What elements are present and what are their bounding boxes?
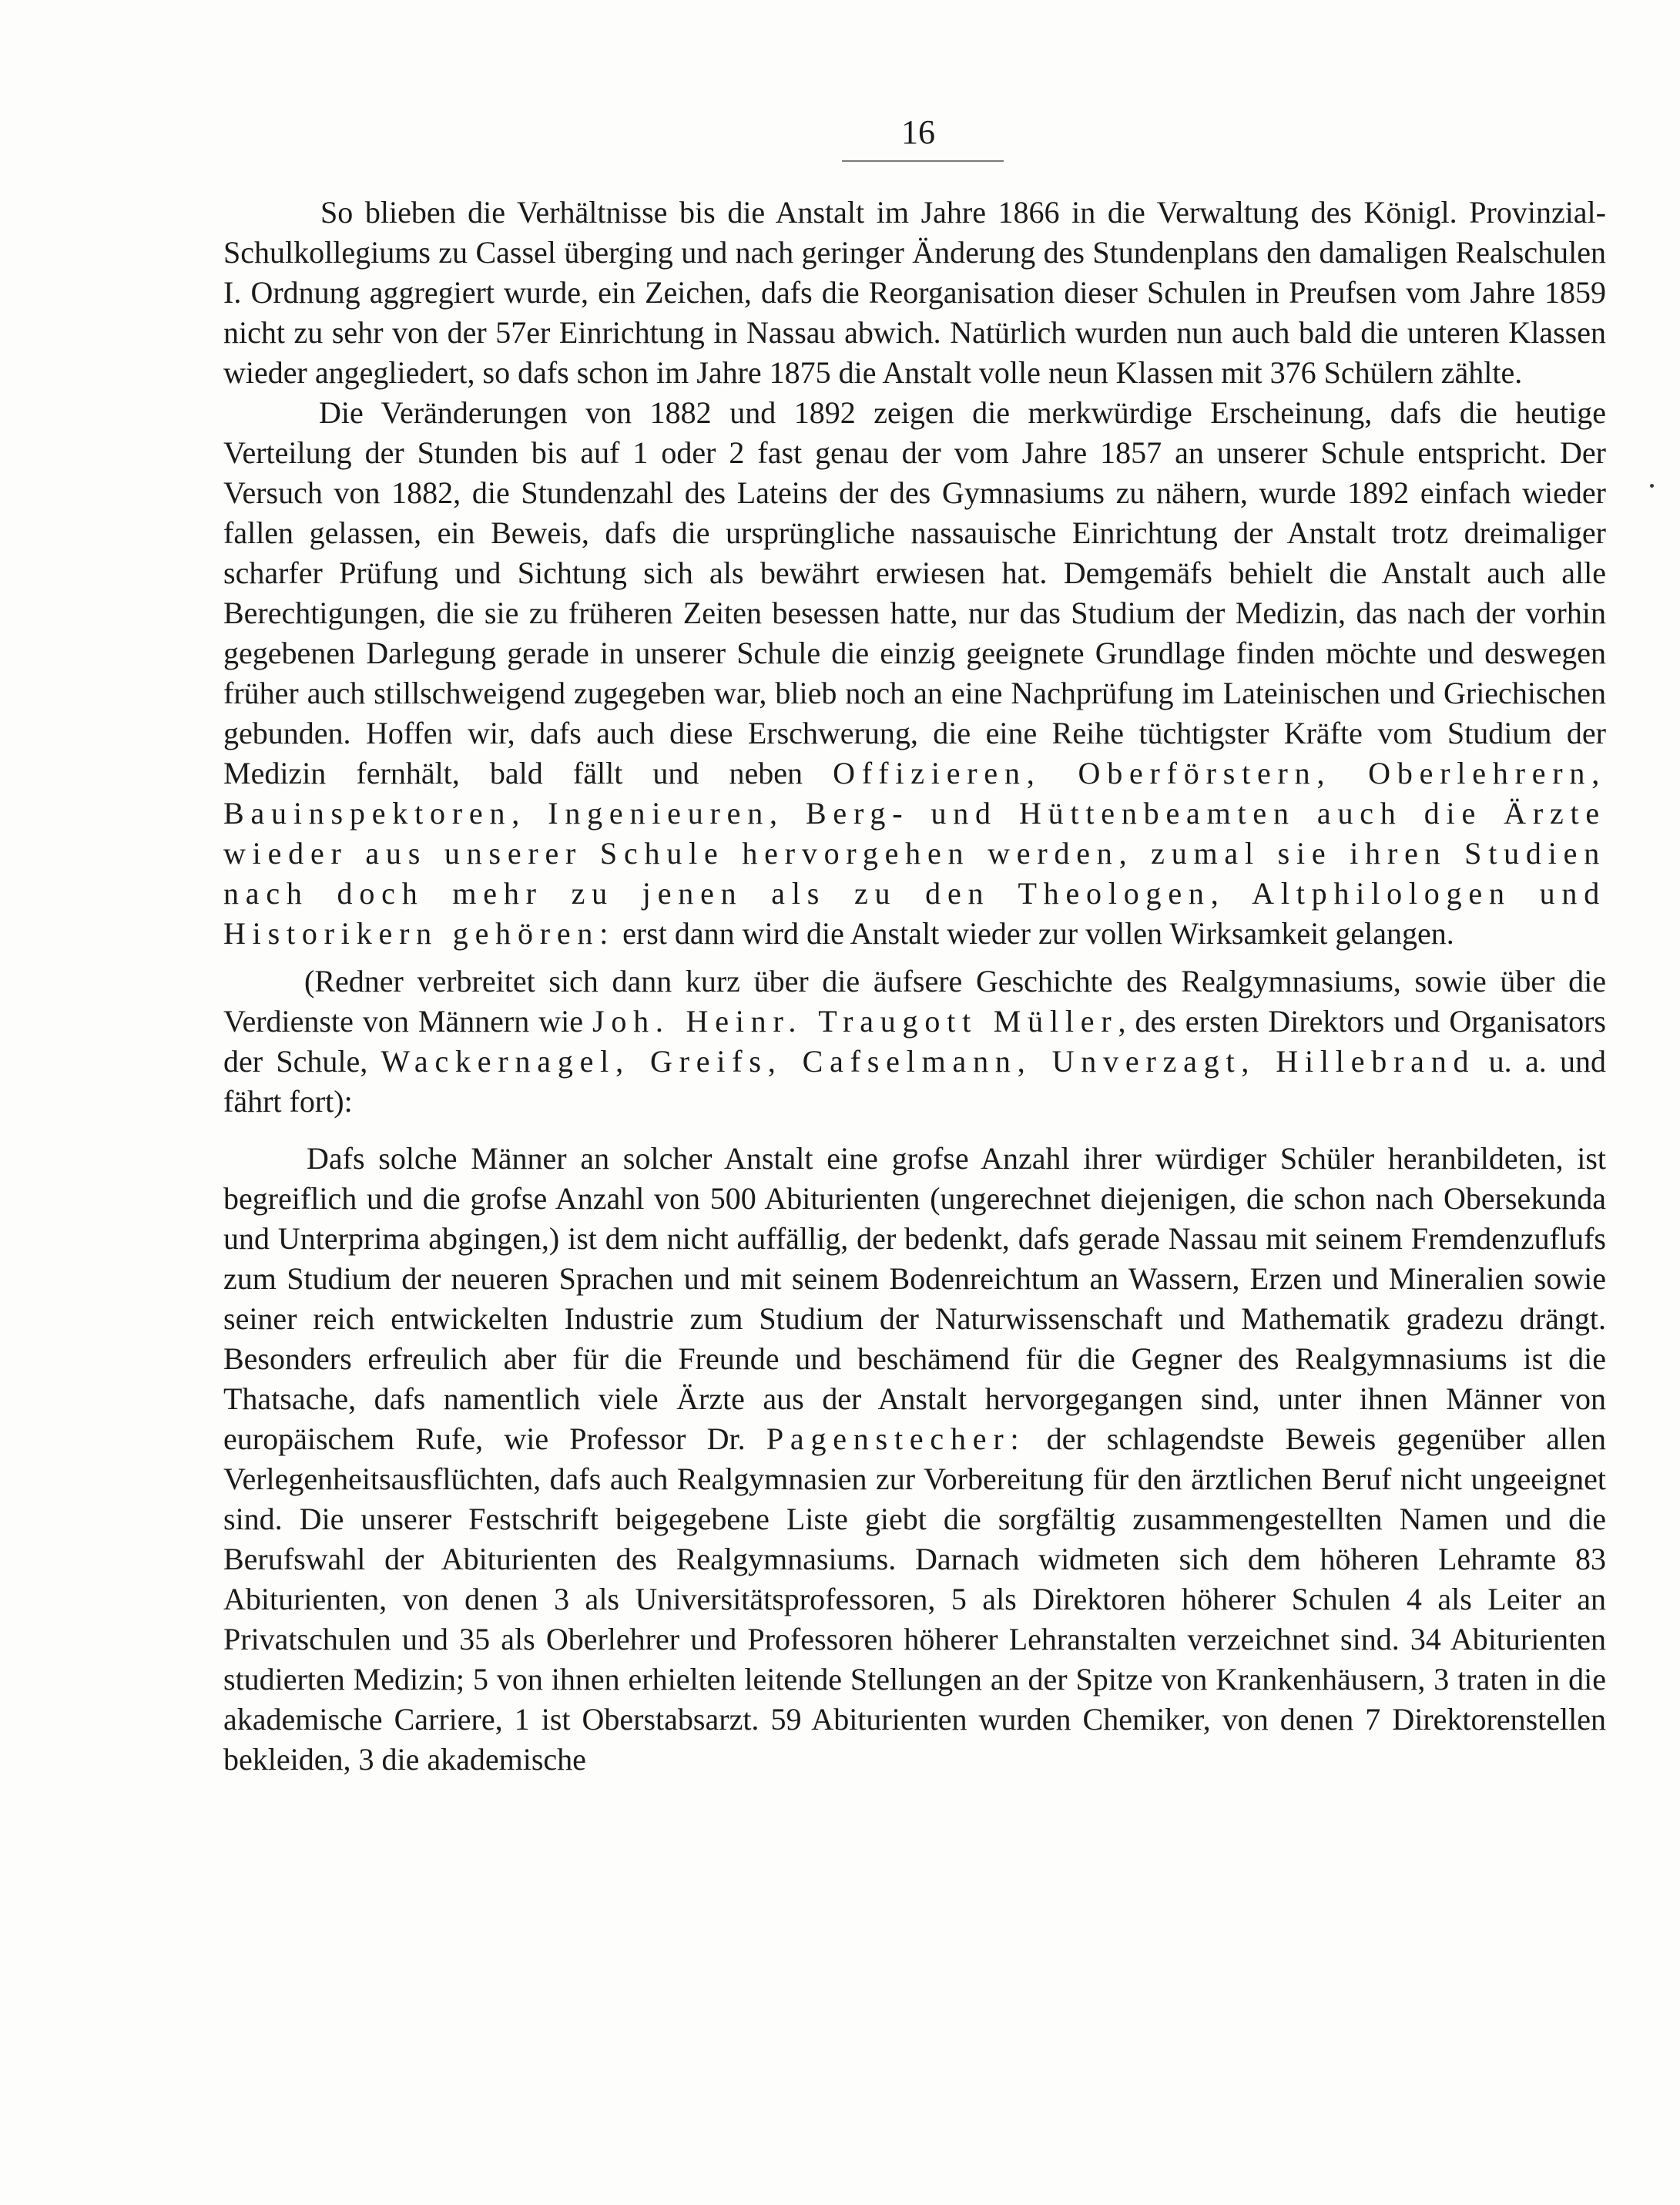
spaced-name-text: Joh. Heinr. Traugott Müller: [592, 1004, 1118, 1039]
paragraph-text: So blieben die Verhältnisse bis die Anstalt im Jahre 1866 in die Verwaltung des Königl. Provinzial-Schulkollegiums zu Cassel überging und nach geringer Änderung des Stundenplans den damaligen Realschulen I. Ordnung aggregiert wurde, ein Zeichen, dafs die Reorganisation dieser Schulen in Preufsen vom Jahre 1859 nicht zu sehr von der 57er Einrichtung in Nassau abwich. Natürlich wurden nun auch bald die unteren Klassen wieder angegliedert, so dafs schon im Jahre 1875 die Anstalt volle neun Klassen mit 376 Schülern zählte.: [223, 195, 1606, 390]
paragraph: [223, 193, 1606, 393]
paragraph-text: (Redner verbreitet sich dann kurz über die äufsere Geschichte des Realgymnasiums, sowie über die Verdienste von Männern wie: [223, 964, 1606, 1039]
paragraph-text: Dafs solche Männer an solcher Anstalt eine grofse Anzahl ihrer würdiger Schüler heranbildeten, ist begreiflich und die grofse Anzahl von 500 Abiturienten (ungerechnet diejenigen, die schon nach Obersekunda und Unterprima abgingen,) ist dem nicht auffällig, der bedenkt, dafs gerade Nassau mit seinem Fremdenzuflufs zum Studium der neueren Sprachen und mit seinem Bodenreichtum an Wassern, Erzen und Mineralien sowie seiner reich entwickelten Industrie zum Studium der Naturwissenschaft und Mathematik gradezu drängt. Besonders erfreulich aber für die Freunde und beschämend für die Gegner des Realgymnasiums ist die Thatsache, dafs namentlich viele Ärzte aus der Anstalt hervorgegangen sind, unter ihnen Männer von europäischem Rufe, wie Professor Dr.: [223, 1141, 1606, 1456]
paragraph: [223, 393, 1606, 954]
page-number-rule: [842, 160, 1004, 162]
paragraph-text: u. a. und fährt fort):: [223, 1044, 1606, 1119]
paragraph-text: der schlagendste Beweis gegenüber allen Verlegenheitsausflüchten, dafs auch Realgymnasien zur Vorbereitung für den ärztlichen Beruf nicht ungeeignet sind. Die unserer Festschrift beigegebene Liste giebt die sorgfältig zusammengestellten Namen und die Berufswahl der Abiturienten des Realgymnasiums. Darnach widmeten sich dem höheren Lehramte 83 Abiturienten, von denen 3 als Universitätsprofessoren, 5 als Direktoren höherer Schulen 4 als Leiter an Privatschulen und 35 als Oberlehrer und Professoren höherer Lehranstalten verzeichnet sind. 34 Abiturienten studierten Medizin; 5 von ihnen erhielten leitende Stellungen an der Spitze von Krankenhäusern, 3 traten in die akademische Carriere, 1 ist Oberstabsarzt. 59 Abiturienten wurden Chemiker, von denen 7 Direktorenstellen bekleiden, 3 die akademische: [223, 1421, 1606, 1777]
paragraph-speaker-note: [223, 962, 1606, 1122]
margin-speck: [1650, 484, 1654, 488]
paragraph-text: , des ersten Direktors und Organisators der Schule,: [223, 1004, 1606, 1079]
body-text: [223, 193, 1606, 1780]
spaced-name-text: Pagenstecher:: [766, 1421, 1026, 1456]
paragraph-text: erst dann wird die Anstalt wieder zur vollen Wirksamkeit gelangen.: [615, 916, 1454, 951]
paragraph: [223, 1139, 1606, 1780]
page-number: 16: [901, 113, 935, 151]
spaced-emphasis-text: Offizieren, Oberförstern, Oberlehrern, Bauinspektoren, Ingenieuren, Berg- und Hüttenbeamten auch die Ärzte wieder aus unserer Schule hervorgehen werden, zumal sie ihren Studien nach doch mehr zu jenen als zu den Theologen, Altphilologen und Historikern gehören:: [223, 756, 1606, 951]
paragraph-text: Die Veränderungen von 1882 und 1892 zeigen die merkwürdige Erscheinung, dafs die heutige Verteilung der Stunden bis auf 1 oder 2 fast genau der vom Jahre 1857 an unserer Schule entspricht. Der Versuch von 1882, die Stundenzahl des Lateins der des Gymnasiums zu nähern, wurde 1892 einfach wieder fallen gelassen, ein Beweis, dafs die ursprüngliche nassauische Einrichtung der Anstalt trotz dreimaliger scharfer Prüfung und Sichtung sich als bewährt erwiesen hat. Demgemäfs behielt die Anstalt auch alle Berechtigungen, die sie zu früheren Zeiten besessen hatte, nur das Studium der Medizin, das nach der vorhin gegebenen Darlegung gerade in unserer Schule die einzig geeignete Grundlage finden möchte und deswegen früher auch stillschweigend zugegeben war, blieb noch an eine Nachprüfung im Lateinischen und Griechischen gebunden. Hoffen wir, dafs auch diese Erschwerung, die eine Reihe tüchtigster Kräfte vom Studium der Medizin fernhält, bald fällt und neben: [223, 395, 1606, 790]
spaced-name-text: Wackernagel, Greifs, Cafselmann, Unverzagt, Hillebrand: [381, 1044, 1476, 1079]
